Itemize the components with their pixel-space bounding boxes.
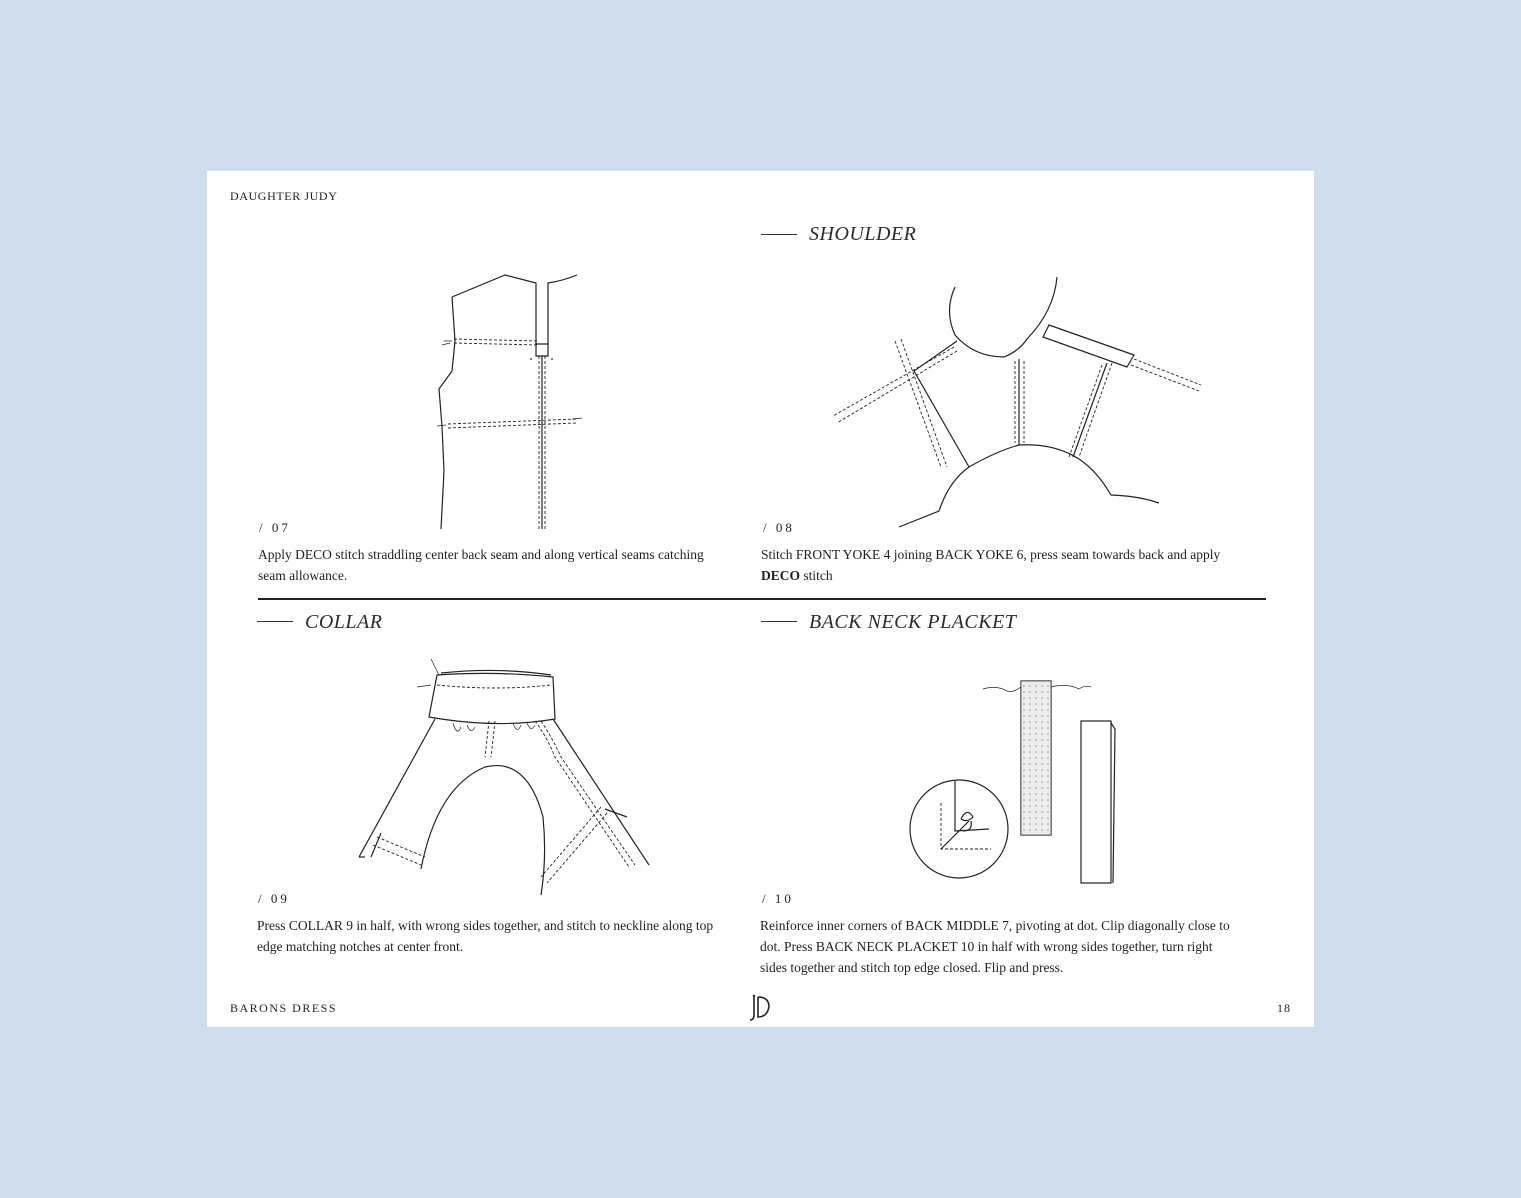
footer-title: BARONS DRESS bbox=[230, 1001, 338, 1015]
section-title-collar: COLLAR bbox=[305, 611, 383, 633]
step-instruction: Reinforce inner corners of BACK MIDDLE 7, pivoting at dot. Clip diagonally close to dot. Press BACK NECK PLACKET 10 in half with wrong sides together, turn right sides together and stitch top edge closed. Flip and press. bbox=[760, 918, 1230, 975]
collar-illustration bbox=[357, 657, 657, 907]
step-number: / 08 bbox=[763, 520, 795, 535]
step-number: / 09 bbox=[258, 891, 290, 906]
placket-illustration bbox=[907, 671, 1127, 891]
page-number: 18 bbox=[1277, 1001, 1291, 1015]
section-rule bbox=[761, 234, 797, 235]
section-title-shoulder: SHOULDER bbox=[809, 223, 917, 245]
back-bodice-illustration bbox=[432, 271, 592, 531]
step-number: / 07 bbox=[259, 520, 291, 535]
step-instruction: Apply DECO stitch straddling center back seam and along vertical seams catching seam allowance. bbox=[258, 547, 704, 583]
section-rule bbox=[761, 621, 797, 622]
step-instruction: Press COLLAR 9 in half, with wrong sides together, and stitch to neckline along top edge matching notches at center front. bbox=[257, 918, 714, 954]
document-page bbox=[207, 171, 1314, 1027]
step-text-part: stitch bbox=[800, 568, 833, 583]
step-number: / 10 bbox=[762, 891, 794, 906]
step-text-part: Stitch FRONT YOKE 4 joining BACK YOKE 6, press seam towards back and apply bbox=[761, 547, 1221, 562]
dj-monogram-logo bbox=[749, 993, 773, 1023]
step-instruction bbox=[761, 544, 1241, 586]
step-text-bold: DECO bbox=[761, 568, 801, 583]
shoulder-yoke-illustration bbox=[829, 271, 1209, 531]
brand-name: DAUGHTER JUDY bbox=[230, 189, 338, 203]
section-title-back-neck-placket: BACK NECK PLACKET bbox=[809, 611, 1017, 633]
section-rule bbox=[257, 621, 293, 622]
section-divider bbox=[258, 598, 1266, 600]
